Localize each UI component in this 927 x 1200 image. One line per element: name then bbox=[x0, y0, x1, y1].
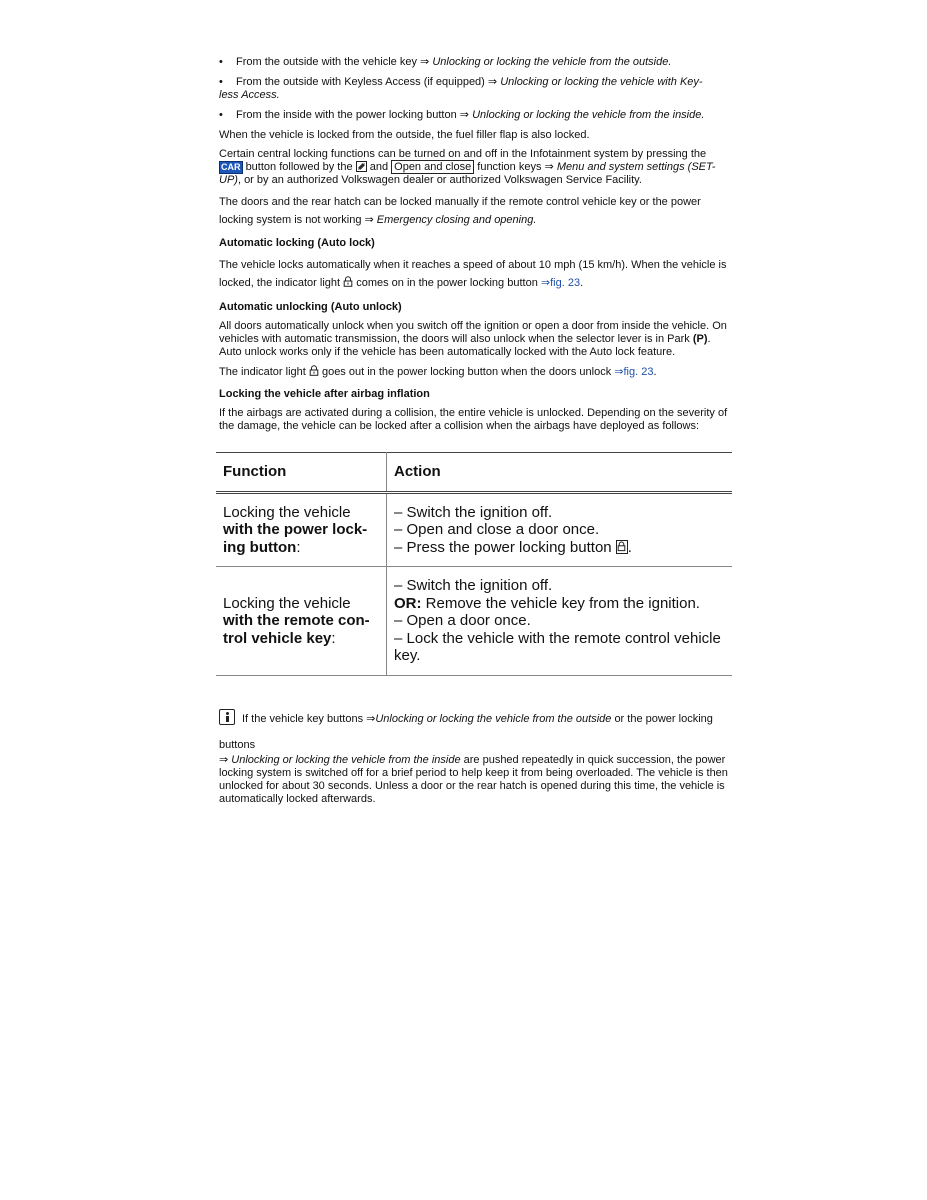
bullet-icon: • bbox=[219, 56, 223, 68]
cross-reference[interactable]: Menu and system settings (SET-UP) bbox=[219, 161, 716, 186]
bullet-text: From the inside with the power locking button bbox=[236, 109, 457, 121]
padlock-icon bbox=[343, 275, 353, 293]
function-action-table bbox=[216, 452, 732, 676]
info-note: If the vehicle key buttons ⇒Unlocking or locking the vehicle from the outside or the power locking buttons ⇒ Unlocking or locking the vehicle from the inside are pushed repeatedly in quick succession, the power locking system is switched off for a brief period to help keep it from being overloaded. The vehicle is then unlocked for about 30 seconds. Unless a door or the rear hatch is opened during this time, the vehicle is automatically locked afterwards. bbox=[219, 706, 732, 806]
document-body bbox=[219, 56, 732, 439]
auto-lock-paragraph: The vehicle locks automatically when it reaches a speed of about 10 mph (15 km/h). When the vehicle is locked, the indicator light comes on in the power locking button ⇒fig. 23. bbox=[219, 256, 732, 293]
arrow-icon: ⇒ bbox=[487, 76, 498, 88]
table-row bbox=[216, 567, 732, 676]
cross-reference[interactable]: Unlocking or locking the vehicle from the inside bbox=[231, 754, 461, 766]
airbag-paragraph: If the airbags are activated during a collision, the entire vehicle is unlocked. Depending on the severity of the damage, the vehicle can be locked after a collision when the airbags have deployed as follows: bbox=[219, 407, 728, 432]
power-lock-button-icon bbox=[616, 540, 628, 554]
settings-key-icon bbox=[356, 161, 367, 172]
action-cell: – Switch the ignition off. – Open and close a door once. – Press the power locking button . bbox=[387, 493, 733, 567]
arrow-icon: ⇒ bbox=[544, 161, 554, 173]
heading-auto-unlock: Automatic unlocking (Auto unlock) bbox=[219, 301, 402, 313]
cross-reference[interactable]: Unlocking or locking the vehicle from the inside. bbox=[472, 109, 705, 121]
cross-reference-continued[interactable]: less Access. bbox=[219, 89, 280, 101]
arrow-icon: ⇒ bbox=[420, 56, 430, 68]
arrow-icon: ⇒ bbox=[364, 214, 374, 226]
cross-reference[interactable]: Unlocking or locking the vehicle from the outside. bbox=[432, 56, 672, 68]
indicator-paragraph: The indicator light goes out in the power locking button when the doors unlock ⇒fig. 23. bbox=[219, 366, 657, 378]
arrow-icon: ⇒ bbox=[459, 109, 470, 121]
function-cell: Locking the vehicle with the remote con-trol vehicle key: bbox=[216, 567, 387, 676]
arrow-icon: ⇒ bbox=[219, 754, 229, 766]
cross-reference[interactable]: Unlocking or locking the vehicle from the outside bbox=[375, 713, 612, 725]
list-item bbox=[219, 76, 732, 102]
column-header-function: Function bbox=[216, 453, 387, 493]
car-key-icon: CAR bbox=[221, 162, 241, 172]
bullet-text: From the outside with the vehicle key bbox=[236, 56, 417, 68]
cross-reference[interactable]: Unlocking or locking the vehicle with Key- bbox=[500, 76, 703, 88]
heading-airbag: Locking the vehicle after airbag inflation bbox=[219, 388, 430, 400]
open-and-close-key: Open and close bbox=[391, 160, 474, 174]
padlock-icon bbox=[309, 365, 319, 380]
function-cell: Locking the vehicle with the power lock-ing button: bbox=[216, 493, 387, 567]
column-header-action: Action bbox=[387, 453, 733, 493]
auto-unlock-paragraph: All doors automatically unlock when you switch off the ignition or open a door from inside the vehicle. On vehicles with automatic transmission, the doors will also unlock when the selector lever is in Park (P). Auto unlock works only if the vehicle has been automatically locked with the Auto lock feature. bbox=[219, 320, 727, 358]
table-row bbox=[216, 493, 732, 567]
heading-auto-lock: Automatic locking (Auto lock) bbox=[219, 237, 375, 249]
bullet-text: From the outside with Keyless Access (if equipped) bbox=[236, 76, 485, 88]
cross-reference[interactable]: Emergency closing and opening. bbox=[376, 214, 537, 226]
figure-link[interactable]: ⇒fig. 23 bbox=[540, 277, 581, 289]
bullet-icon: • bbox=[219, 109, 223, 121]
central-locking-paragraph: Certain central locking functions can be turned on and off in the Infotainment system by pressing the CAR button followed by the and Open and close function keys ⇒ Menu and system settings (SET-UP), or by an authorized Volkswagen dealer or authorized Volkswagen Service Facility. bbox=[219, 148, 716, 186]
list-item bbox=[219, 56, 732, 69]
list-item bbox=[219, 109, 732, 122]
manual-locking-paragraph: The doors and the rear hatch can be locked manually if the remote control vehicle key or the power locking system is not working ⇒ Emergency closing and opening. bbox=[219, 196, 701, 226]
action-cell: – Switch the ignition off. OR: Remove the vehicle key from the ignition. – Open a door once. – Lock the vehicle with the remote control vehicle key. bbox=[387, 567, 733, 676]
fuel-note: When the vehicle is locked from the outside, the fuel filler flap is also locked. bbox=[219, 129, 590, 141]
info-icon bbox=[219, 709, 235, 725]
figure-link[interactable]: ⇒fig. 23 bbox=[614, 366, 654, 378]
bullet-icon: • bbox=[219, 76, 223, 88]
arrow-icon: ⇒ bbox=[366, 713, 376, 725]
